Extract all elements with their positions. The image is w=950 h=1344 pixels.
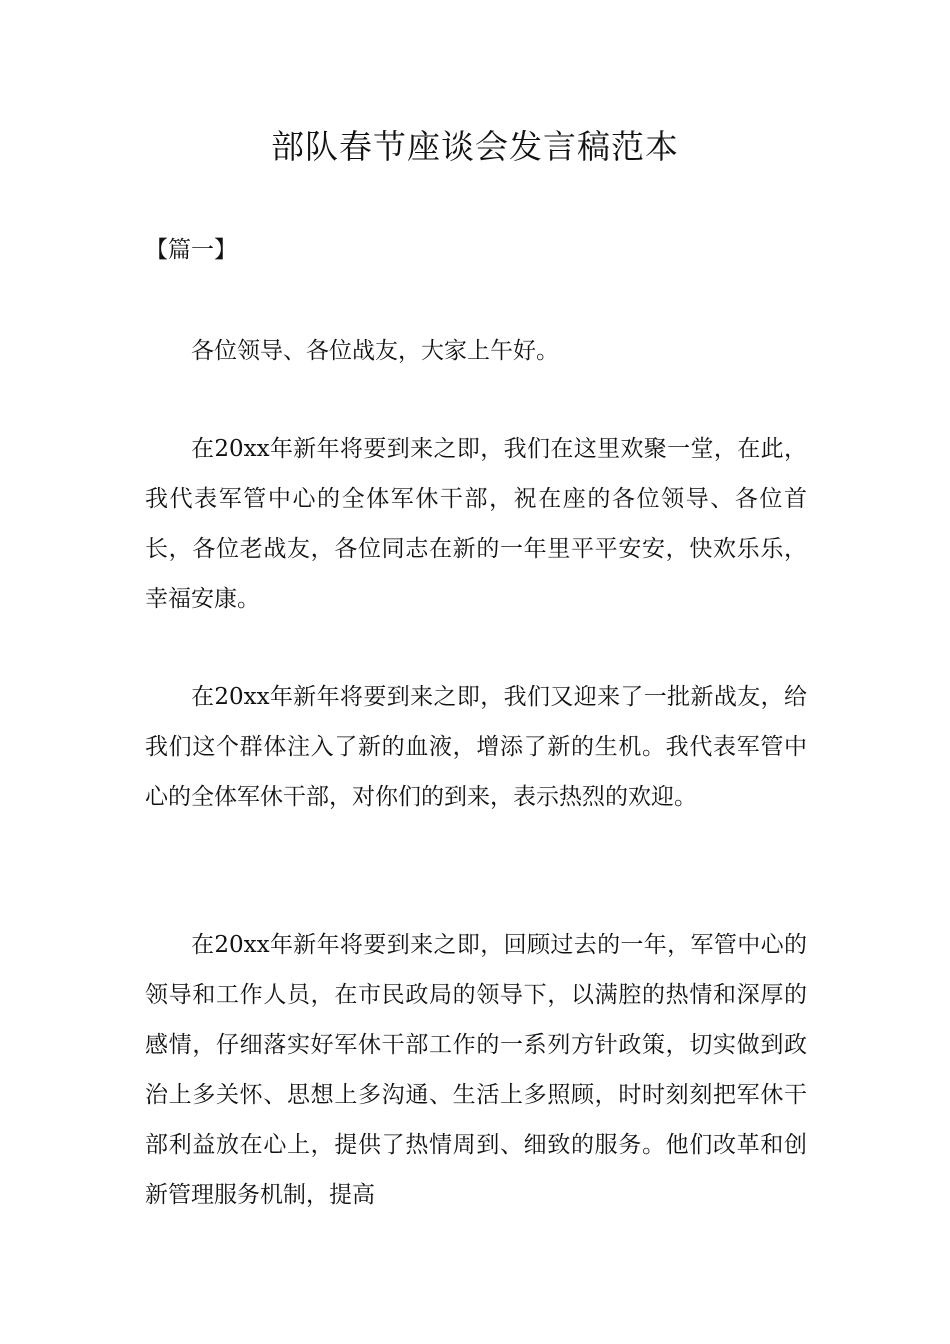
paragraph-greeting: 各位领导、各位战友，大家上午好。 — [191, 338, 559, 364]
paragraph-welcome-new-comrades: 在20xx年新年将要到来之即，我们又迎来了一批新战友，给我们这个群体注入了新的血液，增添了新的生机。我代表军管中心的全体军休干部，对你们的到来，表示热烈的欢迎。 — [145, 684, 807, 810]
section-label: 【篇一】 — [145, 237, 237, 263]
paragraph-review-past-year: 在20xx年新年将要到来之即，回顾过去的一年，军管中心的领导和工作人员，在市民政局的领导下，以满腔的热情和深厚的感情，仔细落实好军休干部工作的一系列方针政策，切实做到政治上多关怀、思想上多沟通、生活上多照顾，时时刻刻把军休干部利益放在心上，提供了热情周到、细致的服务。他们改革和创新管理服务机制，提高 — [145, 932, 807, 1208]
paragraph-new-year-wishes: 在20xx年新年将要到来之即，我们在这里欢聚一堂，在此，我代表军管中心的全体军休干部，祝在座的各位领导、各位首长，各位老战友，各位同志在新的一年里平平安安，快欢乐乐，幸福安康。 — [145, 436, 807, 612]
document-title: 部队春节座谈会发言稿范本 — [271, 127, 679, 166]
